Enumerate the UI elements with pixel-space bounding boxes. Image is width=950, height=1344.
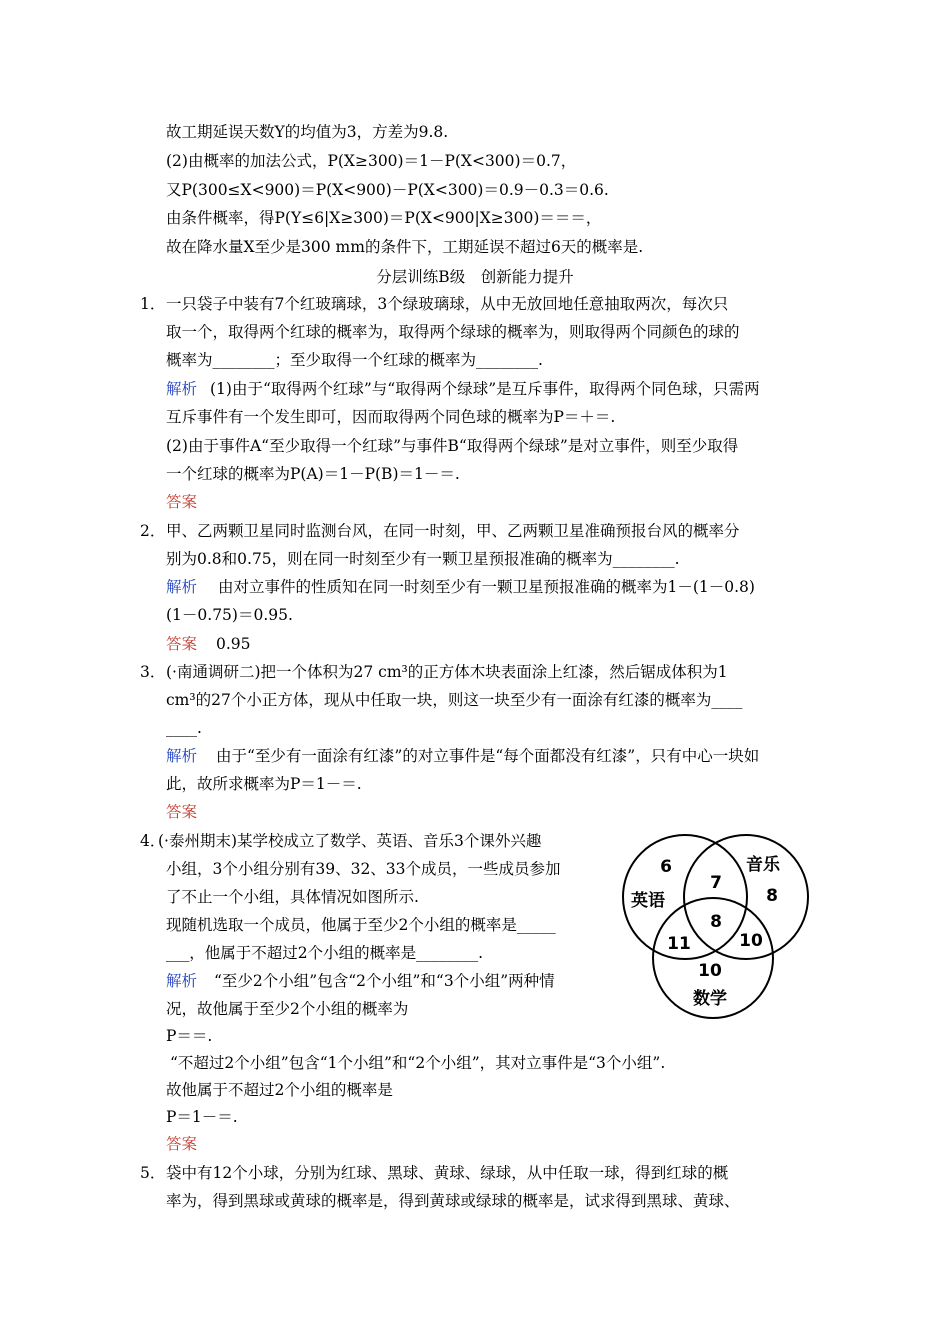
analysis-label: 解析 [166,380,198,398]
venn-math-only: 10 [698,961,722,981]
analysis-label: 解析 [166,747,198,765]
analysis-line: 况，故他属于至少2个小组的概率为 [166,1000,409,1018]
question-line: 小组，3个小组分别有39、32、33个成员，一些成员参加 [166,860,561,878]
question-line: (·南通调研二)把一个体积为27 cm³的正方体木块表面涂上红漆，然后锯成体积为1 [166,663,728,681]
analysis-line: “不超过2个小组”包含“1个小组”和“2个小组”，其对立事件是“3个小组”. [170,1054,666,1072]
analysis-label: 解析 [166,972,198,990]
venn-label-math: 数学 [693,989,727,1009]
question-line: 现随机选取一个成员，他属于至少2个小组的概率是_____ [166,916,556,934]
question-line: 别为0.8和0.75，则在同一时刻至少有一颗卫星预报准确的概率为________. [166,550,680,568]
question-line: 袋中有12个小球，分别为红球、黑球、黄球、绿球，从中任取一球，得到红球的概 [166,1164,729,1182]
question-line: 甲、乙两颗卫星同时监测台风，在同一时刻，甲、乙两颗卫星准确预报台风的概率分 [166,522,740,540]
venn-all: 8 [710,912,722,932]
question-line: ____. [166,719,202,737]
venn-english-math: 11 [667,934,691,954]
question-line: 取一个，取得两个红球的概率为，取得两个绿球的概率为，则取得两个同颜色的球的 [166,323,740,341]
analysis-line: P＝1－＝. [166,1108,238,1126]
text-line: 故在降水量X至少是300 mm的条件下，工期延误不超过6天的概率是. [166,238,644,256]
analysis-line: (1－0.75)＝0.95. [166,606,293,624]
analysis-line: 互斥事件有一个发生即可，因而取得两个同色球的概率为P＝＋＝. [166,408,616,426]
problem-number: 3． [140,663,166,681]
answer-label: 答案 [166,803,198,821]
analysis-line: 一个红球的概率为P(A)＝1－P(B)＝1－＝. [166,465,460,483]
answer-value: 0.95 [216,635,251,653]
text-line: 又P(300≤X<900)＝P(X<900)－P(X<300)＝0.9－0.3＝0.6. [166,181,609,199]
answer-label: 答案 [166,493,198,511]
answer-label: 答案 [166,635,198,653]
problem-number: 5． [140,1164,166,1182]
question-line: 概率为________；至少取得一个红球的概率为________. [166,351,543,369]
analysis-line: 此，故所求概率为P＝1－＝. [166,775,362,793]
text-line: 由条件概率，得P(Y≤6|X≥300)＝P(X<900|X≥300)＝＝＝， [166,209,602,227]
question-line: cm³的27个小正方体，现从中任取一块，则这一块至少有一面涂有红漆的概率为____ [166,691,743,709]
question-line: (·泰州期末)某学校成立了数学、英语、音乐3个课外兴趣 [158,832,542,850]
question-line: 了不止一个小组，具体情况如图所示. [166,888,419,906]
venn-english-music: 7 [710,873,722,893]
venn-music-math: 10 [739,931,763,951]
analysis-line: 由于“至少有一面涂有红漆”的对立事件是“每个面都没有红漆”，只有中心一块如 [216,747,760,765]
problem-number: 1． [140,295,166,313]
analysis-line: (1)由于“取得两个红球”与“取得两个绿球”是互斥事件，取得两个同色球，只需两 [210,380,760,398]
section-title: 分层训练B级 创新能力提升 [376,268,574,286]
venn-english-only: 6 [660,857,672,877]
analysis-line: 由对立事件的性质知在同一时刻至少有一颗卫星预报准确的概率为1－(1－0.8) [218,578,755,596]
analysis-line: “至少2个小组”包含“2个小组”和“3个小组”两种情 [214,972,555,990]
analysis-line: P＝＝. [166,1027,213,1045]
text-line: (2)由概率的加法公式，P(X≥300)＝1－P(X<300)＝0.7， [166,152,577,170]
venn-diagram [612,826,818,1044]
question-line: 率为，得到黑球或黄球的概率是，得到黄球或绿球的概率是，试求得到黑球、黄球、 [166,1192,740,1210]
question-line: 一只袋子中装有7个红玻璃球，3个绿玻璃球，从中无放回地任意抽取两次，每次只 [166,295,729,313]
analysis-label: 解析 [166,578,198,596]
venn-music-only: 8 [766,886,778,906]
problem-number: 4． [140,832,166,850]
analysis-line: 故他属于不超过2个小组的概率是 [166,1081,393,1099]
problem-number: 2． [140,522,166,540]
question-line: ___，他属于不超过2个小组的概率是________. [166,944,484,962]
text-line: 故工期延误天数Y的均值为3，方差为9.8. [166,123,449,141]
venn-label-english: 英语 [631,891,665,911]
analysis-line: (2)由于事件A“至少取得一个红球”与事件B“取得两个绿球”是对立事件，则至少取得 [166,437,739,455]
venn-label-music: 音乐 [746,855,780,875]
answer-label: 答案 [166,1135,198,1153]
